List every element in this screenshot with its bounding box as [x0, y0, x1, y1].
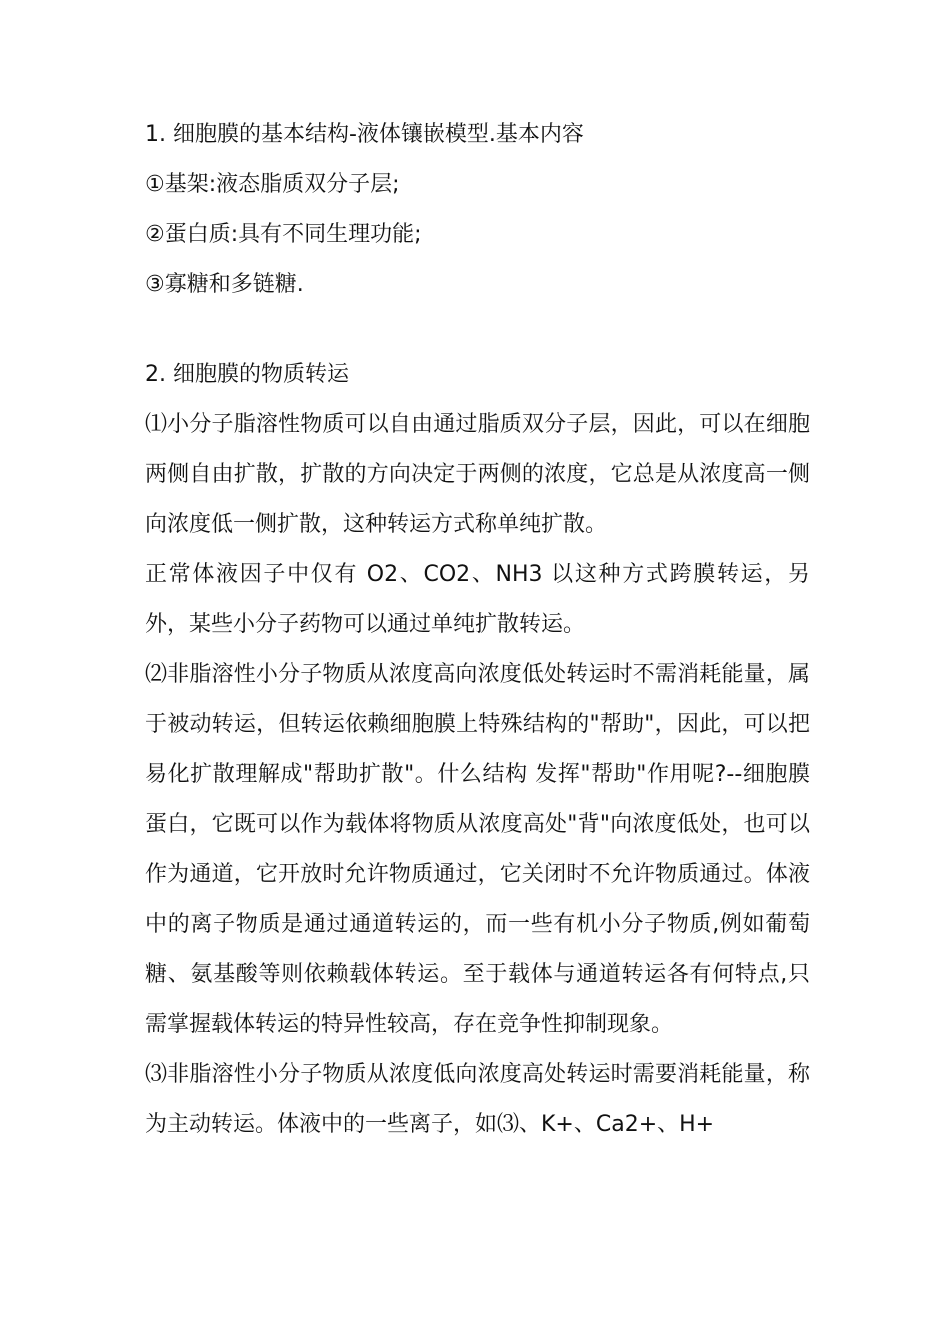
section2-paragraph-2: 正常体液因子中仅有 O2、CO2、NH3 以这种方式跨膜转运，另外，某些小分子药物可以通过单纯扩散转运。 — [145, 562, 810, 637]
section1-item-1: ①基架:液态脂质双分子层; — [145, 172, 400, 197]
section2-paragraph-3: ⑵非脂溶性小分子物质从浓度高向浓度低处转运时不需消耗能量，属于被动转运，但转运依赖细胞膜上特殊结构的"帮助"，因此，可以把易化扩散理解成"帮助扩散"。什么结构 发挥"帮助"作用呢?--细胞膜蛋白，它既可以作为载体将物质从浓度高处"背"向浓度低处，也可以作为通道，它开放时允许物质通过，它关闭时不允许物质通过。体液中的离子物质是通过通道转运的，而一些有机小分子物质,例如葡萄糖、氨基酸等则依赖载体转运。至于载体与通道转运各有何特点,只需掌握载体转运的特异性较高，存在竞争性抑制现象。 — [145, 662, 810, 1037]
section1-heading: 1. 细胞膜的基本结构-液体镶嵌模型.基本内容 — [145, 122, 584, 147]
section2-heading: 2. 细胞膜的物质转运 — [145, 362, 349, 387]
section1-item-3: ③寡糖和多链糖. — [145, 272, 304, 297]
section-gap — [145, 310, 810, 350]
section2-paragraph-1: ⑴小分子脂溶性物质可以自由通过脂质双分子层，因此，可以在细胞两侧自由扩散，扩散的方向决定于两侧的浓度，它总是从浓度高一侧向浓度低一侧扩散，这种转运方式称单纯扩散。 — [145, 412, 810, 537]
document-body — [145, 110, 810, 1150]
section1-item-2: ②蛋白质:具有不同生理功能; — [145, 222, 422, 247]
section2-paragraph-4: ⑶非脂溶性小分子物质从浓度低向浓度高处转运时需要消耗能量，称为主动转运。体液中的一些离子，如⑶、K+、Ca2+、H+ — [145, 1062, 810, 1137]
